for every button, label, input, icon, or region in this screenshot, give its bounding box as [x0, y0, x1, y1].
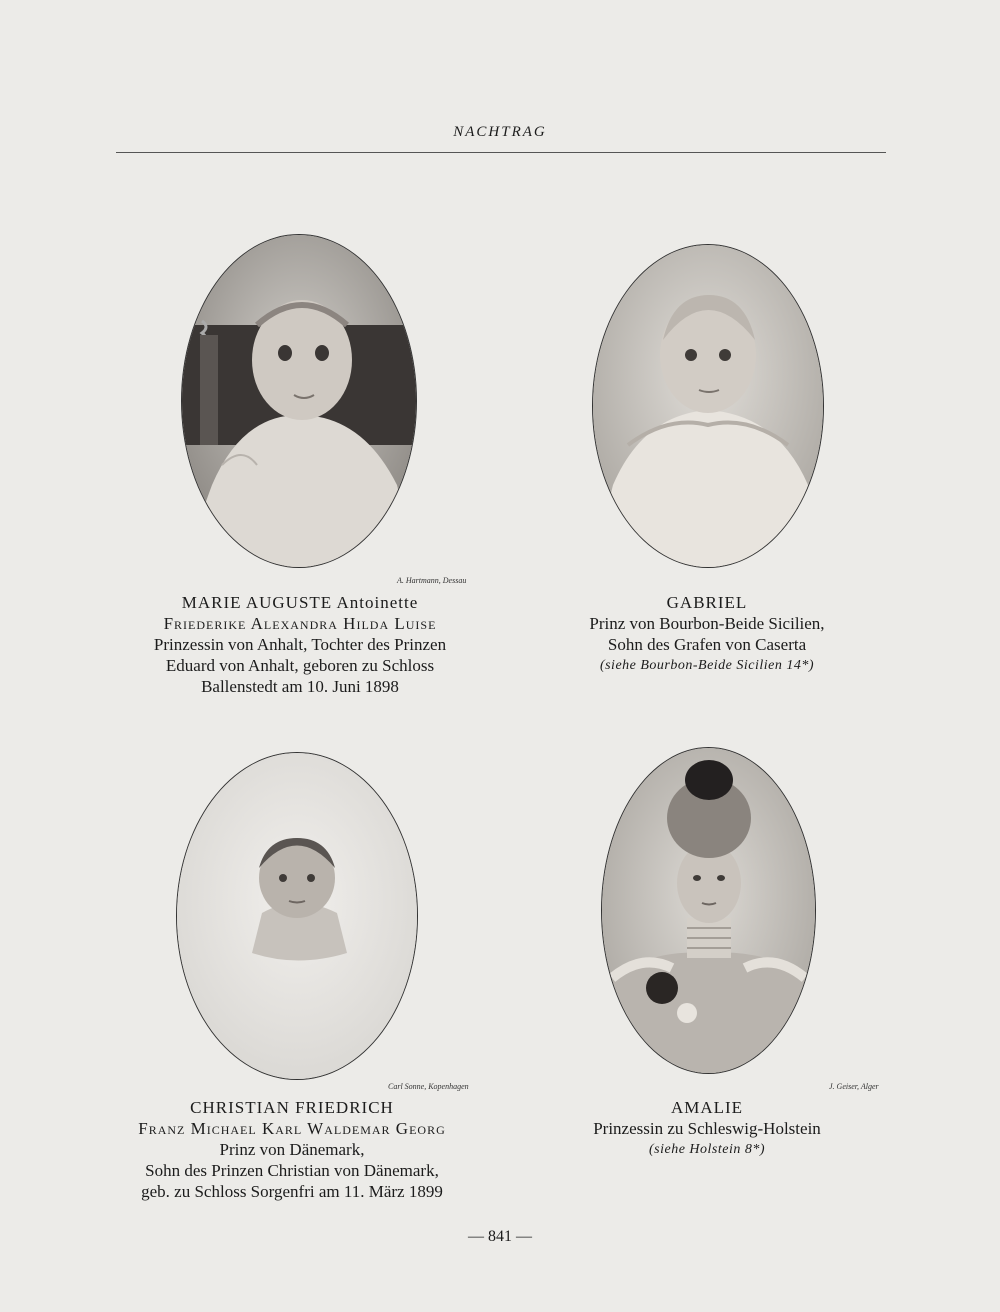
caption-line: Prinzessin zu Schleswig-Holstein — [593, 1119, 821, 1138]
photo-credit: Carl Sonne, Kopenhagen — [388, 1082, 469, 1091]
caption-line: Sohn des Prinzen Christian von Dänemark, — [145, 1161, 439, 1180]
caption-line: Ballenstedt am 10. Juni 1898 — [201, 677, 399, 696]
caption-given-names: Franz Michael Karl Waldemar Georg — [138, 1119, 446, 1138]
caption-line: geb. zu Schloss Sorgenfri am 11. März 1899 — [141, 1182, 443, 1201]
caption-amalie — [507, 1097, 907, 1160]
caption-title: GABRIEL — [666, 593, 748, 612]
portrait-christian-friedrich — [176, 752, 418, 1080]
photo-credit: J. Geiser, Alger — [829, 1082, 879, 1091]
caption-line: Prinzessin von Anhalt, Tochter des Prinzen — [153, 635, 447, 654]
caption-given-names: Friederike Alexandra Hilda Luise — [163, 614, 437, 633]
portrait-gabriel — [592, 244, 824, 568]
running-head: NACHTRAG — [453, 124, 547, 140]
caption-line: Prinz von Bourbon-Beide Sicilien, — [589, 614, 825, 633]
portrait-amalie — [601, 747, 816, 1074]
caption-line: Sohn des Grafen von Caserta — [607, 635, 807, 654]
caption-christian-friedrich — [92, 1097, 492, 1202]
caption-marie-auguste — [100, 592, 500, 697]
caption-reference: (siehe Bourbon-Beide Sicilien 14*) — [599, 658, 815, 673]
caption-title: AMALIE — [670, 1098, 744, 1117]
caption-line: Prinz von Dänemark, — [219, 1140, 365, 1159]
caption-gabriel — [507, 592, 907, 676]
caption-title: CHRISTIAN FRIEDRICH — [190, 1098, 394, 1117]
page-number: — 841 — — [468, 1228, 532, 1245]
caption-line: Eduard von Anhalt, geboren zu Schloss — [165, 656, 435, 675]
caption-reference: (siehe Holstein 8*) — [648, 1142, 766, 1157]
photo-credit: A. Hartmann, Dessau — [397, 576, 467, 585]
caption-title: MARIE AUGUSTE Antoinette — [181, 593, 419, 612]
header-rule — [116, 152, 886, 153]
portrait-marie-auguste — [181, 234, 417, 568]
